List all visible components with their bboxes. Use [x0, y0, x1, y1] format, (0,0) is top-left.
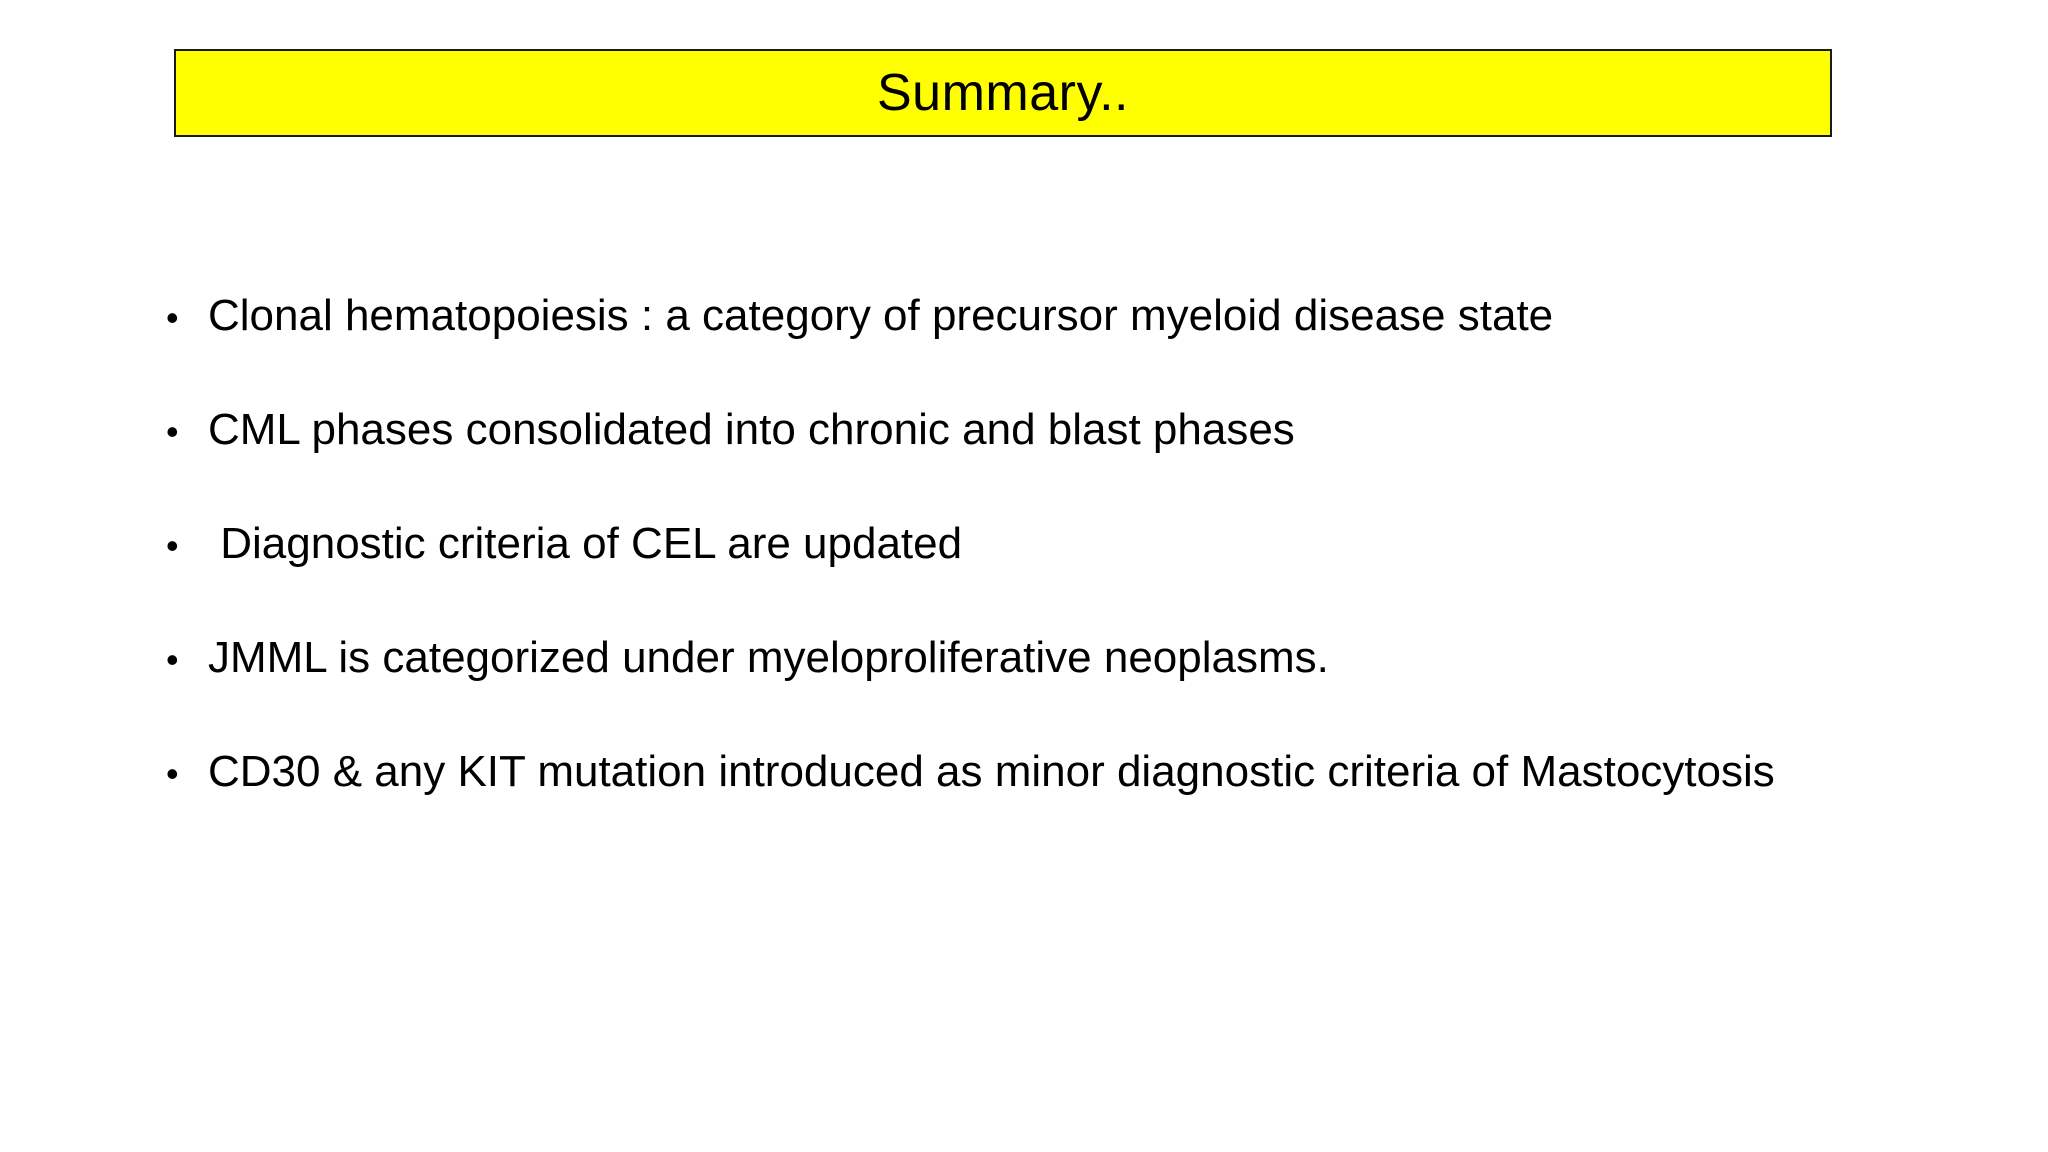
bullet-dot-icon: • — [166, 411, 179, 452]
bullet-dot-icon: • — [166, 297, 179, 338]
bullet-item — [166, 286, 2026, 400]
bullet-text: Clonal hematopoiesis : a category of precursor myeloid disease state — [208, 291, 1554, 340]
bullet-dot-icon: • — [166, 639, 179, 680]
slide-title: Summary.. — [876, 64, 1129, 122]
bullet-text: CD30 & any KIT mutation introduced as minor diagnostic criteria of Mastocytosis — [208, 747, 1775, 796]
bullet-item — [166, 628, 2026, 742]
bullet-item — [166, 400, 2026, 514]
bullet-item — [166, 514, 2026, 628]
bullet-dot-icon: • — [166, 753, 179, 794]
bullet-text: CML phases consolidated into chronic and blast phases — [208, 405, 1295, 454]
title-box — [174, 49, 1832, 137]
bullet-text: Diagnostic criteria of CEL are updated — [208, 519, 963, 568]
bullet-list — [166, 286, 2026, 856]
bullet-text: JMML is categorized under myeloproliferative neoplasms. — [208, 633, 1329, 682]
bullet-dot-icon: • — [166, 525, 179, 566]
bullet-item — [166, 742, 2026, 856]
